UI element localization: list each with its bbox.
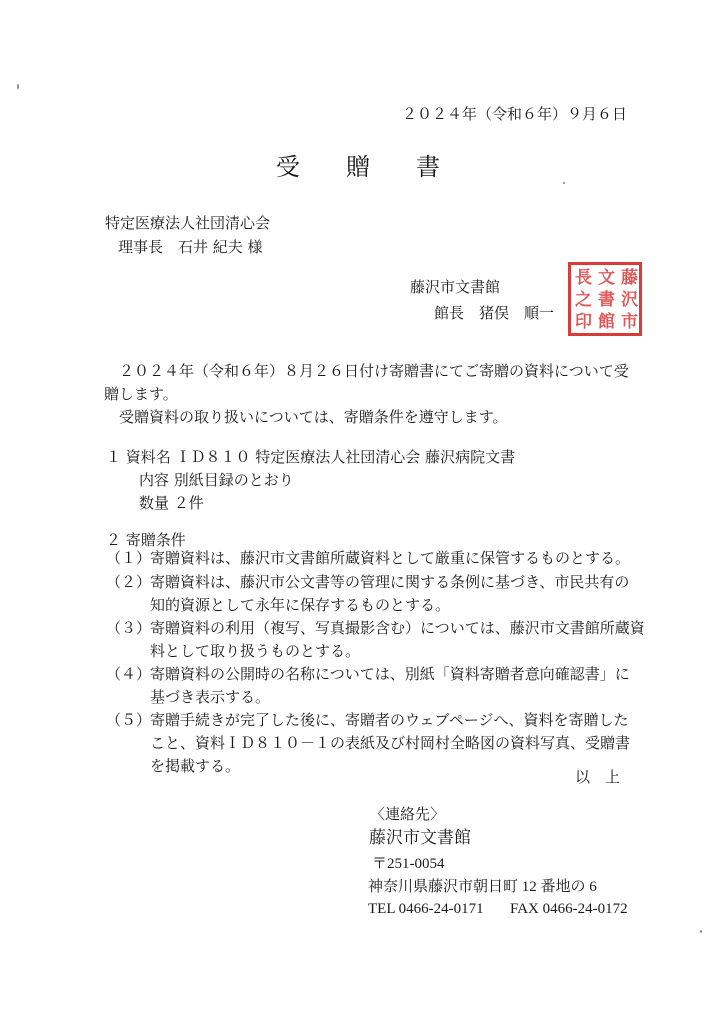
contact-label: 〈連絡先〉	[370, 805, 446, 823]
condition-item-number: （３）	[106, 619, 152, 637]
condition-item-line: こと、資料ＩＤ８１０－１の表紙及び村岡村全略図の資料写真、受贈書	[150, 734, 631, 752]
scan-speck	[17, 84, 19, 89]
section-2-heading: ２ 寄贈条件	[106, 531, 186, 549]
condition-item-line: 寄贈資料は、藤沢市文書館所蔵資料として厳重に保管するものとする。	[150, 549, 631, 567]
condition-item-line: 寄贈資料は、藤沢市公文書等の管理に関する条例に基づき、市民共有の	[150, 573, 630, 591]
condition-item-number: （２）	[106, 573, 152, 591]
closing-mark: 以 上	[575, 768, 621, 786]
condition-item-line: 基づき表示する。	[150, 688, 271, 706]
sender-organization: 藤沢市文書館	[410, 278, 501, 296]
condition-item-line: 寄贈手続きが完了した後に、寄贈者のウェブページへ、資料を寄贈した	[150, 711, 629, 729]
condition-item-line: 寄贈資料の利用（複写、写真撮影含む）については、藤沢市文書館所蔵資	[150, 619, 645, 637]
recipient-organization: 特定医療法人社団清心会	[105, 214, 271, 232]
body-paragraph-2: 受贈資料の取り扱いについては、寄贈条件を遵守します。	[119, 408, 508, 426]
official-seal-stamp	[568, 262, 642, 336]
condition-item-line: 料として取り扱うものとする。	[150, 642, 361, 660]
condition-item-number: （１）	[106, 549, 152, 567]
condition-item-line: 知的資源として永年に保存するものとする。	[150, 596, 451, 614]
contact-postal-code: 〒251-0054	[372, 856, 445, 872]
contact-tel: TEL 0466-24-0171	[368, 901, 484, 917]
contact-organization: 藤沢市文書館	[369, 828, 471, 848]
section-1-quantity: 数量 ２件	[139, 494, 204, 512]
title-char: 書	[416, 153, 440, 181]
condition-item-line: を掲載する。	[150, 757, 241, 775]
body-paragraph-1-line-2: 贈します。	[104, 385, 178, 403]
section-1-content: 内容 別紙目録のとおり	[139, 471, 294, 489]
section-1-heading: １ 資料名 ＩＤ８１０ 特定医療法人社団清心会 藤沢病院文書	[106, 448, 516, 466]
contact-fax: FAX 0466-24-0172	[510, 901, 628, 917]
seal-char: 書	[598, 290, 615, 310]
condition-item-line: 寄贈資料の公開時の名称については、別紙「資料寄贈者意向確認書」に	[150, 665, 630, 683]
scan-speck	[563, 182, 565, 184]
document-date: ２０２４年（令和６年）９月６日	[402, 105, 628, 123]
seal-char: 印	[575, 312, 592, 332]
title-char: 贈	[346, 153, 370, 181]
seal-char: 長	[575, 268, 592, 288]
seal-char: 市	[621, 312, 638, 332]
seal-char: 沢	[621, 290, 638, 310]
seal-char: 文	[598, 268, 615, 288]
seal-char: 館	[598, 312, 615, 332]
body-paragraph-1-line-1: ２０２４年（令和６年）８月２６日付け寄贈書にてご寄贈の資料について受	[119, 362, 629, 380]
scan-speck	[700, 930, 702, 933]
title-char: 受	[276, 153, 300, 181]
recipient-person: 理事長 石井 紀夫 様	[118, 238, 263, 256]
contact-address: 神奈川県藤沢市朝日町 12 番地の 6	[368, 879, 597, 895]
seal-char: 藤	[621, 268, 638, 288]
sender-person: 館長 猪俣 順一	[434, 304, 555, 322]
seal-char: 之	[575, 290, 592, 310]
condition-item-number: （４）	[106, 665, 152, 683]
condition-item-number: （５）	[106, 711, 152, 729]
document-title	[276, 147, 440, 182]
